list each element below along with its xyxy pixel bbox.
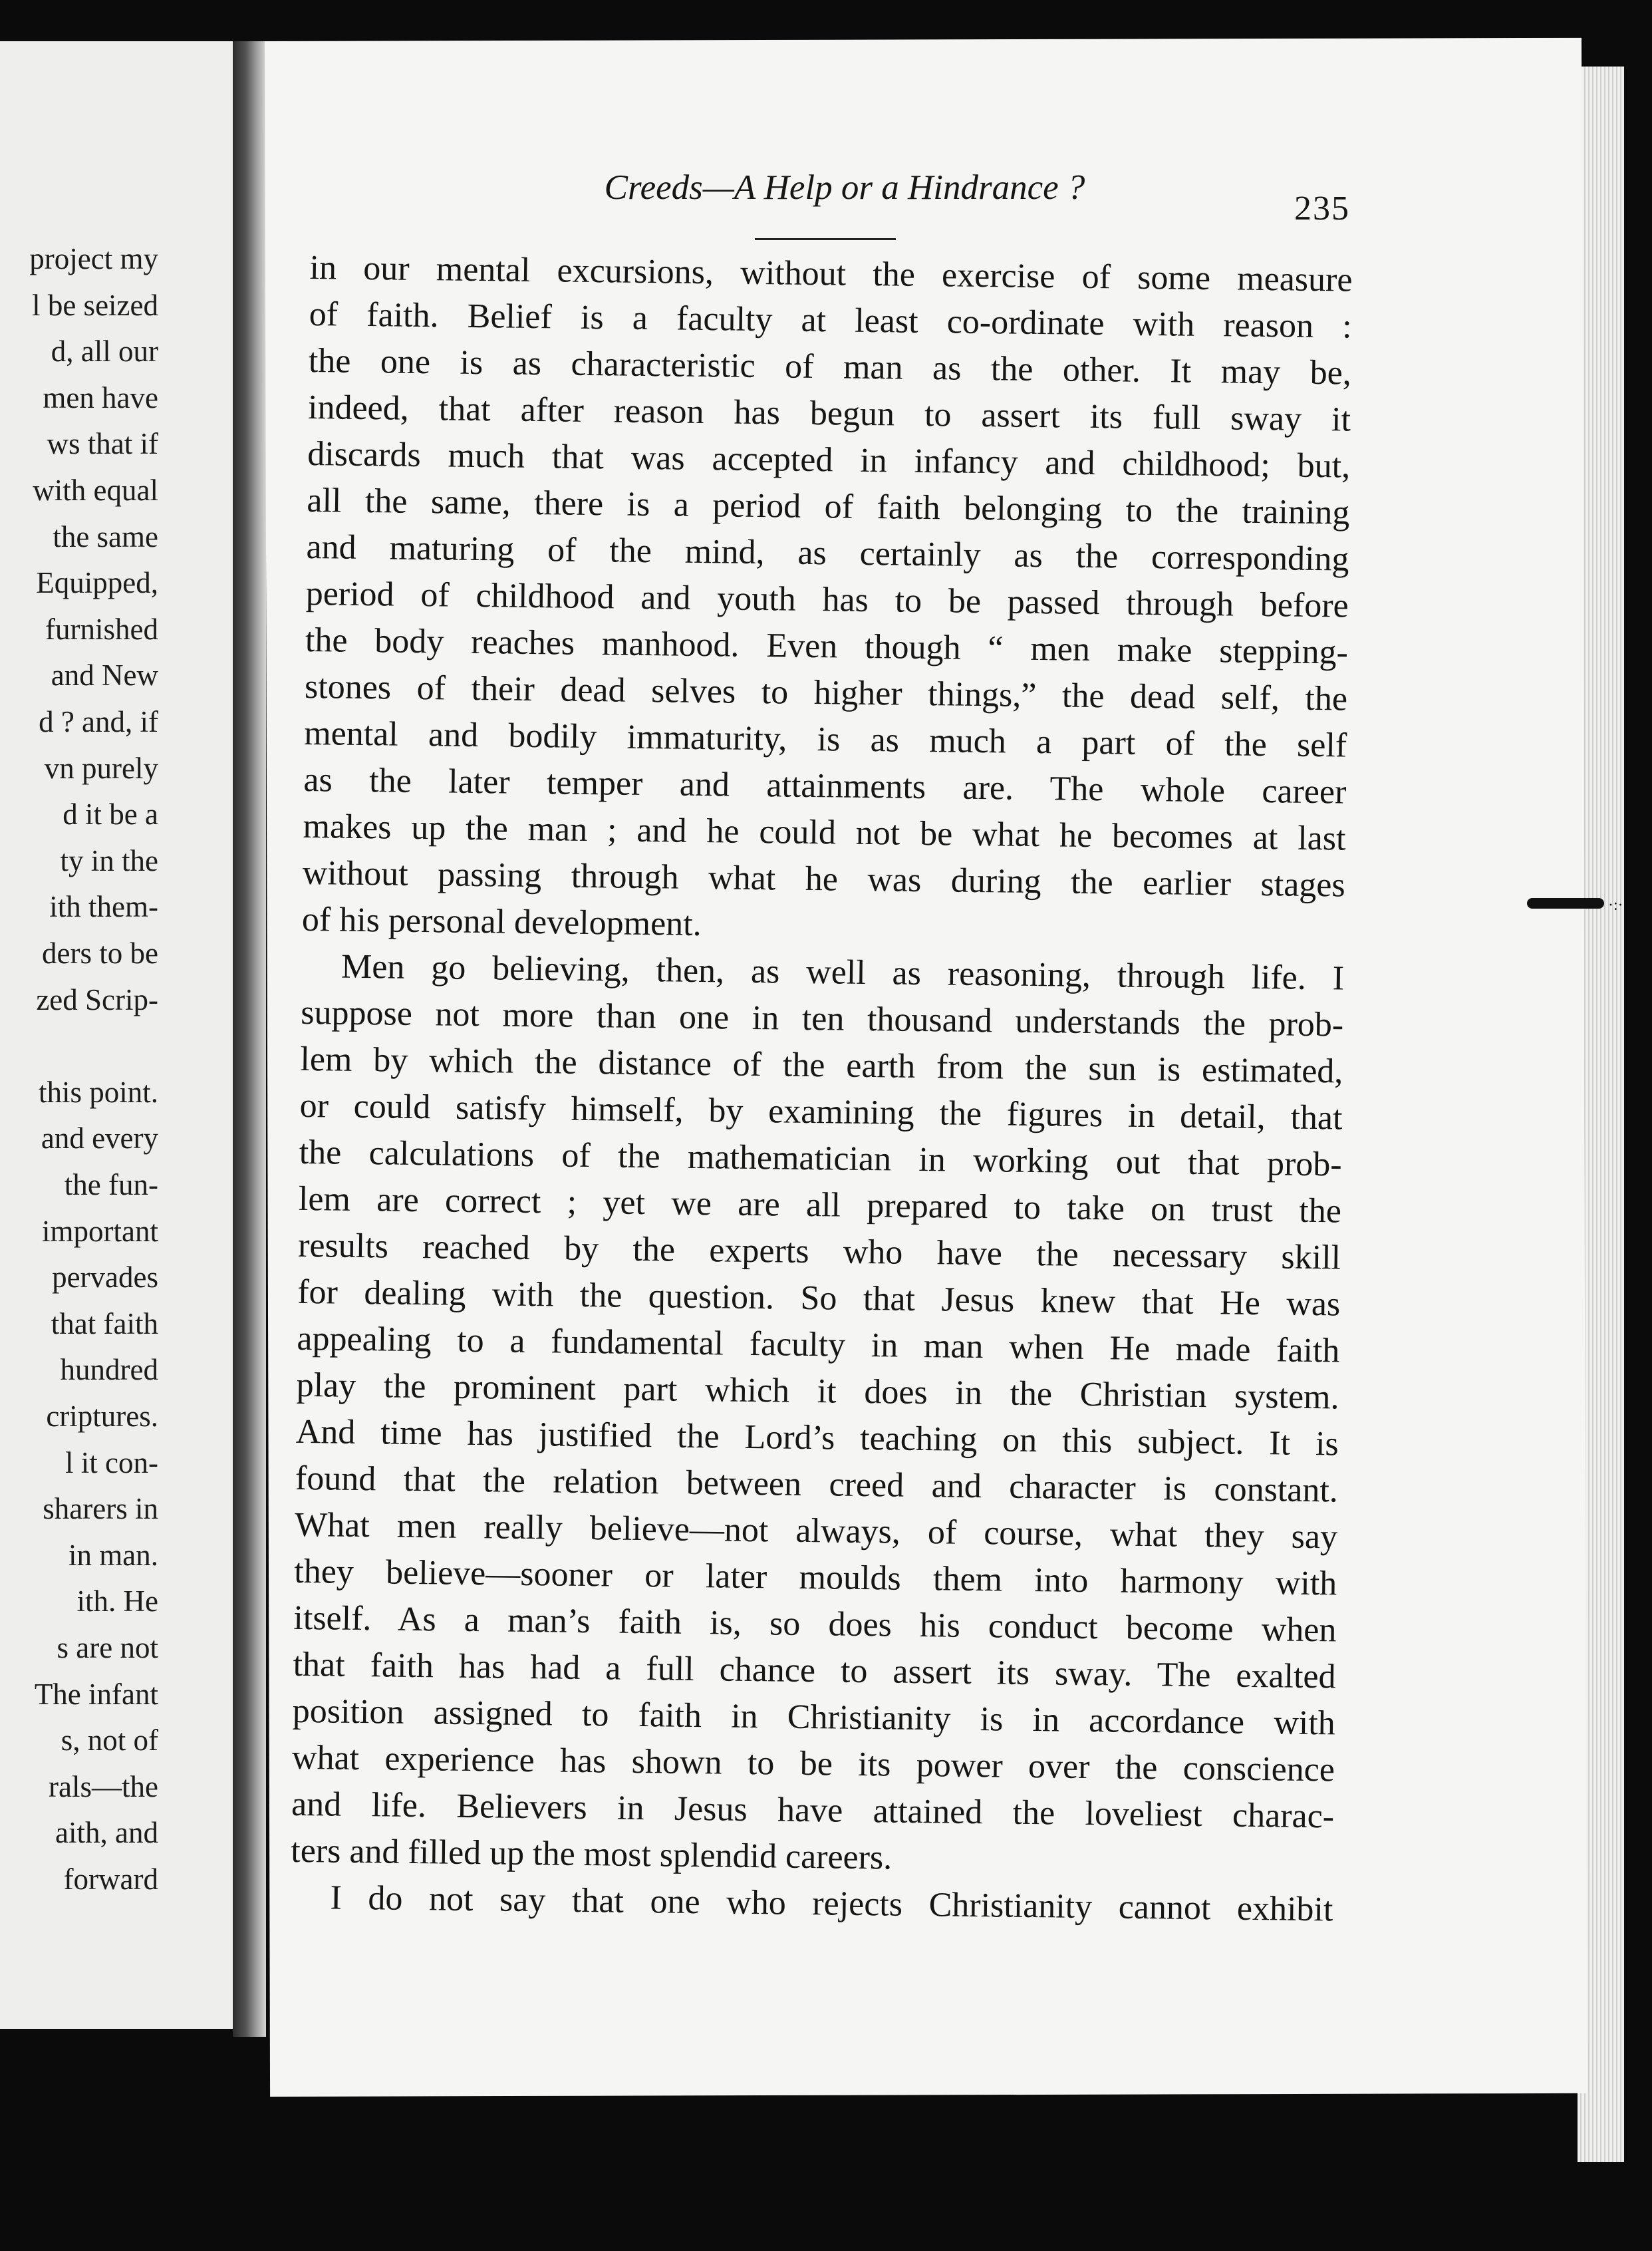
text-line: stones of their dead selves to higher things,” the dead self, the xyxy=(304,667,1348,718)
body-text xyxy=(290,245,1353,1933)
text-line: And time has justified the Lord’s teaching on this subject. It is xyxy=(295,1412,1339,1463)
text-line: the calculations of the mathematician in working out that prob- xyxy=(299,1133,1343,1184)
text-line: they believe—sooner or later moulds them into harmony with xyxy=(293,1552,1337,1603)
left-page-line: criptures. xyxy=(46,1400,158,1433)
paragraph xyxy=(302,245,1353,956)
text-line: ters and filled up the most splendid careers. xyxy=(291,1831,893,1877)
text-line: that faith has had a full chance to assert its sway. The exalted xyxy=(293,1645,1336,1696)
header-rule xyxy=(755,238,896,240)
left-page-line: this point. xyxy=(38,1075,158,1109)
text-line: without passing through what he was during the earlier stages xyxy=(302,853,1346,905)
left-page-line: the fun- xyxy=(64,1168,158,1201)
text-line: makes up the man ; and he could not be what he becomes at last xyxy=(303,807,1346,858)
text-line: as the later temper and attainments are. The whole career xyxy=(303,760,1347,812)
page-number: 235 xyxy=(1294,190,1350,227)
text-line: found that the relation between creed and character is constant. xyxy=(295,1459,1339,1510)
text-line: of his personal development. xyxy=(301,900,702,944)
text-line: and life. Believers in Jesus have attained the loveliest charac- xyxy=(291,1785,1335,1836)
left-page-line: and New xyxy=(51,659,158,692)
left-page-line: ty in the xyxy=(60,843,158,877)
left-page-line: sharers in xyxy=(43,1492,158,1526)
text-line: appealing to a fundamental faculty in man when He made faith xyxy=(297,1319,1340,1370)
text-line: itself. As a man’s faith is, so does his conduct become when xyxy=(293,1598,1337,1650)
text-line: in our mental excursions, without the exercise of some measure xyxy=(309,248,1353,299)
text-line: I do not say that one who rejects Christianity cannot exhibit xyxy=(330,1878,1333,1929)
left-page-line: that faith xyxy=(51,1306,158,1340)
left-page-line: furnished xyxy=(45,612,158,646)
text-line: period of childhood and youth has to be passed through before xyxy=(305,574,1349,625)
text-line: or could satisfy himself, by examining the figures in detail, that xyxy=(299,1086,1343,1137)
left-page-line: l be seized xyxy=(32,288,158,322)
left-page-line: men have xyxy=(43,380,158,414)
text-line: suppose not more than one in ten thousand understands the prob- xyxy=(300,993,1344,1044)
left-page-line: ders to be xyxy=(42,937,158,970)
text-line: for dealing with the question. So that Jesus knew that He was xyxy=(297,1273,1341,1324)
left-page-line: ws that if xyxy=(47,427,158,461)
running-title: Creeds—A Help or a Hindrance ? xyxy=(604,168,1085,207)
text-line: results reached by the experts who have the necessary skill xyxy=(297,1226,1341,1277)
text-line: Men go believing, then, as well as reasoning, through life. I xyxy=(341,947,1345,998)
paragraph xyxy=(291,943,1345,1887)
left-page-line: the same xyxy=(53,520,158,553)
left-page-line: project my xyxy=(29,242,158,275)
left-facing-page xyxy=(0,41,233,2029)
text-line: What men really believe—not always, of course, what they say xyxy=(294,1505,1338,1557)
margin-marker-dots: ·:· xyxy=(1608,897,1623,914)
left-page-line: ith. He xyxy=(76,1584,158,1618)
text-line: all the same, there is a period of faith belonging to the training xyxy=(307,481,1350,532)
left-page-line: Equipped, xyxy=(36,566,158,600)
left-page-line: d ? and, if xyxy=(39,705,158,738)
left-page-line: l it con- xyxy=(65,1445,158,1479)
text-line: play the prominent part which it does in the Christian system. xyxy=(296,1366,1339,1417)
left-page-line: zed Scrip- xyxy=(36,982,158,1016)
left-page-line: and every xyxy=(41,1122,158,1155)
text-line: the one is as characteristic of man as the other. It may be, xyxy=(308,341,1352,392)
text-line: and maturing of the mind, as certainly as the corresponding xyxy=(306,527,1349,579)
left-page-line: d, all our xyxy=(51,335,158,369)
text-line: lem by which the distance of the earth from the sun is estimated, xyxy=(300,1040,1343,1091)
left-page-line: in man. xyxy=(69,1538,158,1572)
text-line: the body reaches manhood. Even though “ men make stepping- xyxy=(305,621,1349,672)
text-line: discards much that was accepted in infancy and childhood; but, xyxy=(307,434,1351,486)
left-page-line: s, not of xyxy=(61,1724,158,1757)
left-page-line: important xyxy=(42,1214,158,1248)
left-page-line: s are not xyxy=(57,1631,158,1664)
book-gutter xyxy=(233,41,266,2037)
left-page-line: vn purely xyxy=(44,751,158,785)
left-page-line: The infant xyxy=(34,1677,158,1711)
left-page-line: aith, and xyxy=(55,1816,158,1850)
left-page-line: forward xyxy=(63,1863,158,1896)
left-page-line: rals—the xyxy=(49,1769,158,1803)
text-line: of faith. Belief is a faculty at least co-ordinate with reason : xyxy=(309,295,1352,346)
text-line: mental and bodily immaturity, is as much a part of the self xyxy=(303,714,1347,765)
margin-marker xyxy=(1527,898,1604,909)
left-page-line: hundred xyxy=(60,1353,158,1387)
left-page-line: with equal xyxy=(33,474,158,507)
text-line: lem are correct ; yet we are all prepared to take on trust the xyxy=(298,1179,1342,1231)
text-line: indeed, that after reason has begun to assert its full sway it xyxy=(307,388,1351,439)
left-page-line: ith them- xyxy=(49,890,158,924)
text-line: what experience has shown to be its power over the conscience xyxy=(291,1738,1335,1789)
left-page-line: d it be a xyxy=(63,798,158,831)
text-line: position assigned to faith in Christianity is in accordance with xyxy=(292,1692,1336,1743)
left-page-line: pervades xyxy=(52,1261,158,1294)
